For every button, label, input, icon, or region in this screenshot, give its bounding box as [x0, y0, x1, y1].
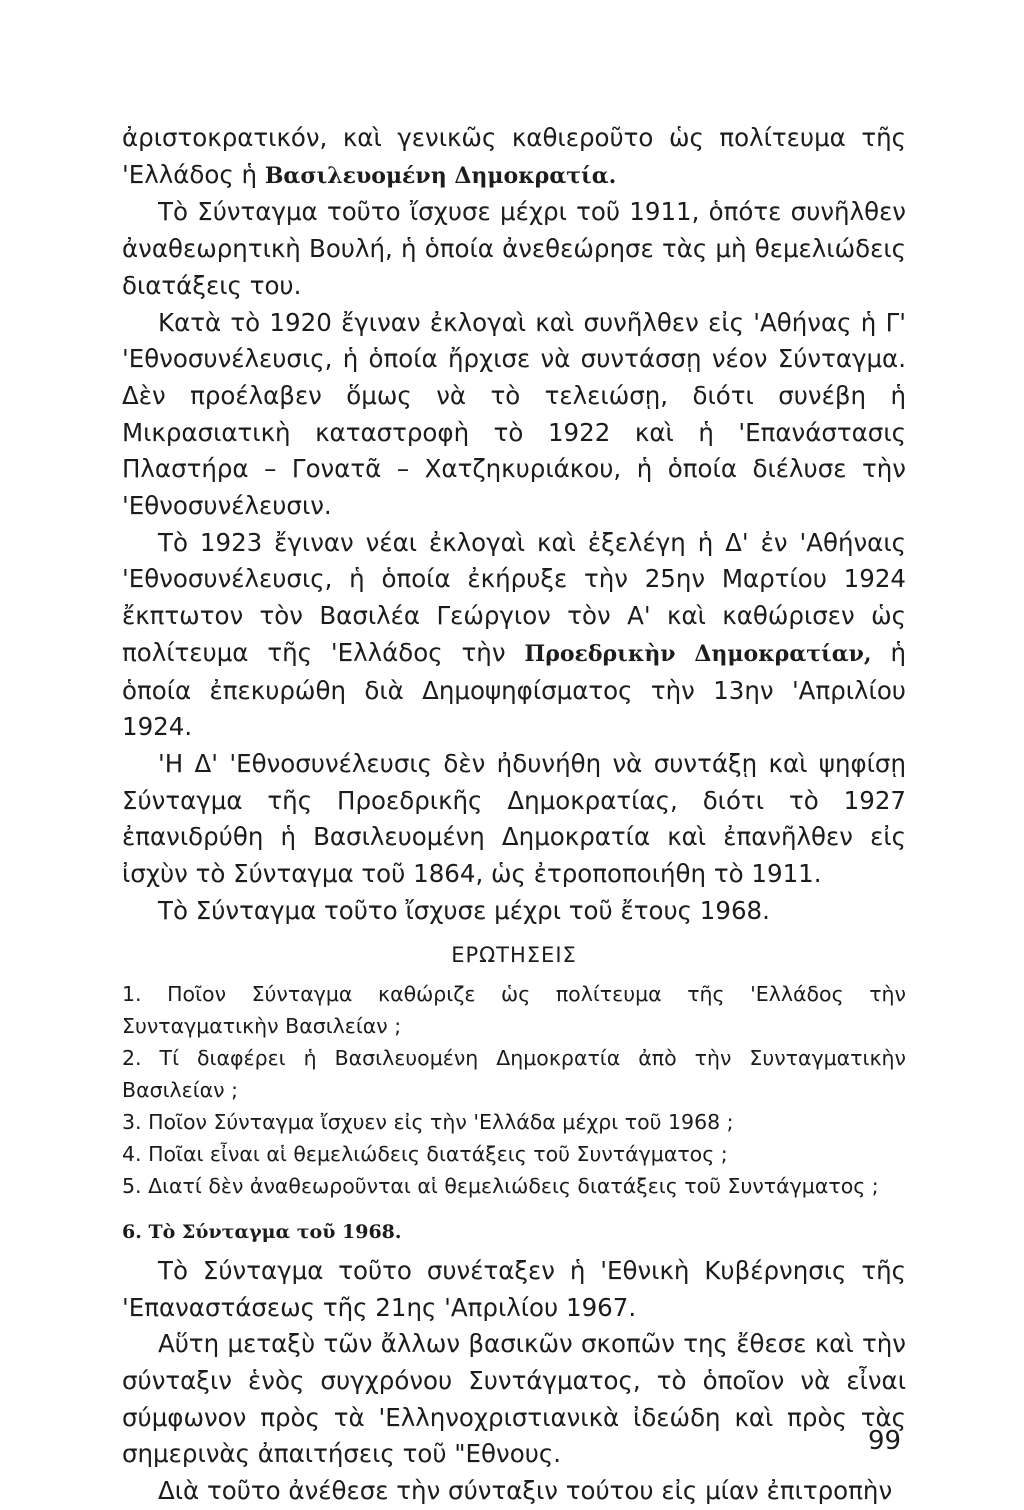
questions-heading: ΕΡΩΤΗΣΕΙΣ [451, 943, 577, 968]
paragraph-4 [122, 525, 906, 746]
paragraph-5: 'Η Δ' 'Εθνοσυνέλευσις δὲν ἠδυνήθη νὰ συντάξῃ καὶ ψηφίσῃ Σύνταγμα τῆς Προεδρικῆς Δημοκρατίας, διότι τὸ 1927 ἐπανιδρύθη ἡ Βασιλευομένη Δημοκρατία καὶ ἐπανῆλθεν εἰς ἰσχὺν τὸ Σύνταγμα τοῦ 1864, ὡς ἐτροποποιήθη τὸ 1911. [122, 748, 906, 889]
question-item: 1. Ποῖον Σύνταγμα καθώριζε ὡς πολίτευμα τῆς 'Ελλάδος τὴν Συνταγματικὴν Βασιλείαν ; [122, 982, 906, 1039]
paragraph-6: Τὸ Σύνταγμα τοῦτο ἴσχυσε μέχρι τοῦ ἔτους 1968. [158, 895, 770, 925]
paragraph-4-text-end: ἡ ὁποία ἐπεκυρώθη διὰ Δημοψηφίσματος τὴν 13ην 'Απριλίου 1924. [122, 637, 906, 742]
question-item: 5. Διατί δὲν ἀναθεωροῦνται αἱ θεμελιώδεις διατάξεις τοῦ Συντάγματος ; [122, 1174, 879, 1199]
question-item: 2. Τί διαφέρει ἡ Βασιλευομένη Δημοκρατία ἀπὸ τὴν Συνταγματικὴν Βασιλείαν ; [122, 1046, 906, 1103]
paragraph-1 [122, 120, 906, 194]
question-item: 3. Ποῖον Σύνταγμα ἴσχυεν εἰς τὴν 'Ελλάδα μέχρι τοῦ 1968 ; [122, 1110, 734, 1135]
page-number: 99 [868, 1426, 902, 1456]
paragraph-1-text: ἀριστοκρατικόν, καὶ γενικῶς καθιεροῦτο ὡς πολίτευμα τῆς 'Ελλάδος ἡ [122, 123, 906, 189]
paragraph-3: Κατὰ τὸ 1920 ἔγιναν ἐκλογαὶ καὶ συνῆλθεν εἰς 'Αθήνας ἡ Γ' 'Εθνοσυνέλευσις, ἡ ὁποία ἤρχισε νὰ συντάσσῃ νέον Σύνταγμα. Δὲν προέλαβεν ὅμως νὰ τὸ τελειώσῃ, διότι συνέβη ἡ Μικρασιατικὴ καταστροφὴ τὸ 1922 καὶ ἡ 'Επανάστασις Πλαστήρα – Γονατᾶ – Χατζηκυριάκου, ἡ ὁποία διέλυσε τὴν 'Εθνοσυνέλευσιν. [122, 307, 906, 521]
page-body [122, 120, 906, 1510]
paragraph-1-bold-term: Βασιλευομένη Δημοκρατία. [264, 162, 617, 189]
paragraph-4-bold-term: Προεδρικὴν Δημοκρατίαν, [524, 640, 872, 667]
question-item: 4. Ποῖαι εἶναι αἱ θεμελιώδεις διατάξεις τοῦ Συντάγματος ; [122, 1142, 728, 1167]
section-paragraph-2: Αὕτη μεταξὺ τῶν ἄλλων βασικῶν σκοπῶν της ἔθεσε καὶ τὴν σύνταξιν ἑνὸς συγχρόνου Συντάγματος, τὸ ὁποῖον νὰ εἶναι σύμφωνον πρὸς τὰ 'Ελληνοχριστιανικὰ ἰδεώδη καὶ πρὸς τὰς σημερινὰς ἀπαιτήσεις τοῦ "Εθνους. [122, 1329, 906, 1469]
paragraph-2: Τὸ Σύνταγμα τοῦτο ἴσχυσε μέχρι τοῦ 1911, ὁπότε συνῆλθεν ἀναθεωρητικὴ Βουλή, ἡ ὁποία ἀνεθεώρησε τὰς μὴ θεμελιώδεις διατάξεις του. [122, 197, 906, 300]
paragraph-4-text-start: Τὸ 1923 ἔγιναν νέαι ἐκλογαὶ καὶ ἐξελέγη ἡ Δ' ἐν 'Αθήναις 'Εθνοσυνέλευσις, ἡ ὁποία ἐκήρυξε τὴν 25ην Μαρτίου 1924 ἔκπτωτον τὸν Βασιλέα Γεώργιον τὸν Α' καὶ καθώρισεν ὡς πολίτευμα τῆς 'Ελλάδος τὴν [122, 527, 906, 667]
questions-list [122, 978, 906, 1202]
section-paragraph-3: Διὰ τοῦτο ἀνέθεσε τὴν σύνταξιν τούτου εἰς μίαν ἐπιτροπὴν [158, 1476, 893, 1506]
section-paragraph-1: Τὸ Σύνταγμα τοῦτο συνέταξεν ἡ 'Εθνικὴ Κυβέρνησις τῆς 'Επαναστάσεως τῆς 21ης 'Απριλίου 1967. [122, 1255, 906, 1322]
section-title: 6. Τὸ Σύνταγμα τοῦ 1968. [122, 1221, 402, 1244]
